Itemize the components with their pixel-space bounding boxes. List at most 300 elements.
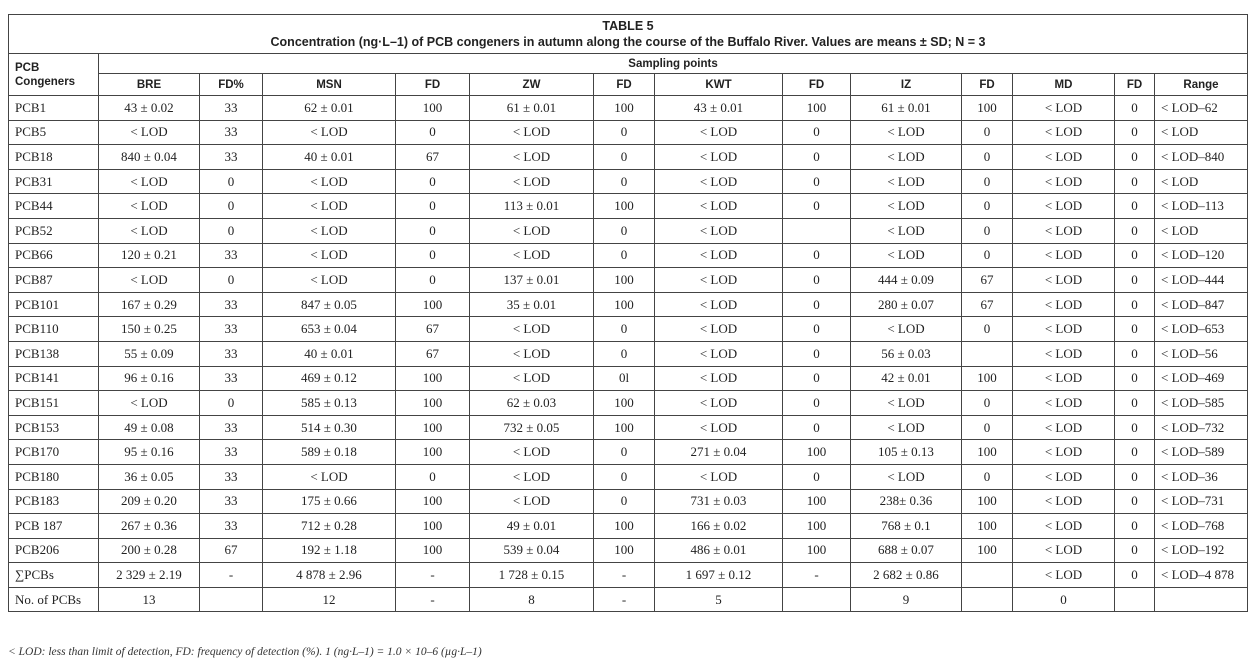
table-cell: < LOD <box>655 391 783 416</box>
table-cell <box>962 563 1013 588</box>
table-cell: 0 <box>396 268 470 293</box>
row-label-cell: PCB110 <box>9 317 99 342</box>
table-cell: 33 <box>200 440 263 465</box>
table-cell: 100 <box>783 96 851 121</box>
column-header: Range <box>1155 74 1248 96</box>
table-cell: < LOD <box>470 169 594 194</box>
table-cell: 0 <box>594 341 655 366</box>
table-cell: < LOD <box>1013 415 1115 440</box>
table-row <box>9 243 1248 268</box>
table-cell: < LOD <box>470 366 594 391</box>
table-cell: < LOD <box>1013 96 1115 121</box>
table-cell: 0 <box>962 169 1013 194</box>
table-cell: < LOD <box>851 218 962 243</box>
table-cell: 200 ± 0.28 <box>99 538 200 563</box>
table-cell: < LOD <box>655 145 783 170</box>
table-cell: 0 <box>1115 169 1155 194</box>
table-cell: 100 <box>396 538 470 563</box>
table-cell: 0 <box>1115 317 1155 342</box>
table-cell: < LOD <box>1013 440 1115 465</box>
table-cell: 444 ± 0.09 <box>851 268 962 293</box>
table-row <box>9 489 1248 514</box>
column-header-row <box>9 74 1248 96</box>
table-cell: 0 <box>594 145 655 170</box>
table-cell: < LOD <box>263 169 396 194</box>
table-cell: < LOD–4 878 <box>1155 563 1248 588</box>
table-cell: < LOD <box>655 292 783 317</box>
table-cell: 0 <box>200 268 263 293</box>
table-cell: < LOD–731 <box>1155 489 1248 514</box>
table-cell: 731 ± 0.03 <box>655 489 783 514</box>
table-cell: 0 <box>200 391 263 416</box>
table-cell: 100 <box>396 514 470 539</box>
pcb-concentration-table <box>8 14 1248 612</box>
table-cell: 100 <box>594 268 655 293</box>
column-header: FD <box>396 74 470 96</box>
table-cell: 238± 0.36 <box>851 489 962 514</box>
table-cell: < LOD <box>1013 292 1115 317</box>
table-cell: < LOD <box>655 415 783 440</box>
table-cell: < LOD <box>470 341 594 366</box>
table-row <box>9 218 1248 243</box>
table-row <box>9 366 1248 391</box>
table-cell: 0 <box>962 391 1013 416</box>
table-cell: < LOD <box>470 145 594 170</box>
table-cell: 100 <box>594 292 655 317</box>
table-cell: < LOD <box>655 366 783 391</box>
table-cell: < LOD–469 <box>1155 366 1248 391</box>
table-cell: 33 <box>200 243 263 268</box>
table-cell: < LOD <box>851 415 962 440</box>
row-label-cell: PCB151 <box>9 391 99 416</box>
table-cell: 0 <box>783 317 851 342</box>
corner-header: PCB Congeners <box>9 54 99 96</box>
table-row <box>9 120 1248 145</box>
table-cell: < LOD <box>1013 489 1115 514</box>
table-cell: 0 <box>783 169 851 194</box>
table-cell: 100 <box>594 96 655 121</box>
table-cell: 0 <box>783 194 851 219</box>
table-cell: < LOD <box>99 169 200 194</box>
table-cell: < LOD <box>263 268 396 293</box>
table-cell: < LOD <box>1013 120 1115 145</box>
table-cell: < LOD–840 <box>1155 145 1248 170</box>
table-cell: < LOD <box>99 268 200 293</box>
table-cell: 0 <box>783 120 851 145</box>
table-cell: 33 <box>200 415 263 440</box>
table-cell: 0 <box>594 120 655 145</box>
table-cell: < LOD–444 <box>1155 268 1248 293</box>
table-row <box>9 391 1248 416</box>
table-cell: 847 ± 0.05 <box>263 292 396 317</box>
table-cell: < LOD <box>470 317 594 342</box>
table-cell: < LOD–113 <box>1155 194 1248 219</box>
table-cell: < LOD <box>655 317 783 342</box>
table-cell: 0 <box>396 194 470 219</box>
table-cell: < LOD–589 <box>1155 440 1248 465</box>
table-cell: 514 ± 0.30 <box>263 415 396 440</box>
table-cell: 33 <box>200 341 263 366</box>
row-label-cell: No. of PCBs <box>9 587 99 612</box>
table-cell: 0 <box>1115 391 1155 416</box>
table-cell: 0 <box>1013 587 1115 612</box>
table-cell: < LOD <box>1013 145 1115 170</box>
table-cell: 100 <box>396 440 470 465</box>
table-cell: 56 ± 0.03 <box>851 341 962 366</box>
table-cell: 62 ± 0.01 <box>263 96 396 121</box>
table-row <box>9 341 1248 366</box>
table-cell: < LOD <box>655 194 783 219</box>
table-cell: - <box>396 587 470 612</box>
table-cell: 33 <box>200 366 263 391</box>
table-cell: 0 <box>783 415 851 440</box>
table-row <box>9 563 1248 588</box>
table-row <box>9 145 1248 170</box>
table-cell: 100 <box>594 514 655 539</box>
table-cell: 33 <box>200 120 263 145</box>
table-cell: 1 728 ± 0.15 <box>470 563 594 588</box>
table-cell: < LOD <box>470 120 594 145</box>
table-cell: < LOD <box>1013 341 1115 366</box>
table-cell: 4 878 ± 2.96 <box>263 563 396 588</box>
table-cell: 100 <box>396 96 470 121</box>
table-cell: 8 <box>470 587 594 612</box>
table-cell: 67 <box>396 317 470 342</box>
table-cell <box>1115 587 1155 612</box>
table-cell: 2 682 ± 0.86 <box>851 563 962 588</box>
table-cell: 100 <box>783 514 851 539</box>
table-cell: 712 ± 0.28 <box>263 514 396 539</box>
table-cell: 105 ± 0.13 <box>851 440 962 465</box>
table-cell: 0 <box>962 145 1013 170</box>
table-cell: 192 ± 1.18 <box>263 538 396 563</box>
table-cell: 33 <box>200 145 263 170</box>
table-cell: < LOD–732 <box>1155 415 1248 440</box>
table-cell: < LOD <box>1013 218 1115 243</box>
table-cell: 36 ± 0.05 <box>99 464 200 489</box>
table-cell: 62 ± 0.03 <box>470 391 594 416</box>
row-label-cell: PCB138 <box>9 341 99 366</box>
table-cell: 0 <box>594 243 655 268</box>
table-cell: 100 <box>783 538 851 563</box>
table-cell: 0 <box>962 218 1013 243</box>
table-cell: < LOD–585 <box>1155 391 1248 416</box>
column-header: IZ <box>851 74 962 96</box>
table-cell: 96 ± 0.16 <box>99 366 200 391</box>
table-cell: 0 <box>594 464 655 489</box>
table-cell: 0 <box>396 464 470 489</box>
row-label-cell: PCB87 <box>9 268 99 293</box>
table-cell: 0 <box>1115 489 1155 514</box>
table-cell: 0 <box>783 243 851 268</box>
table-cell: < LOD <box>263 464 396 489</box>
row-label-cell: PCB206 <box>9 538 99 563</box>
table-cell: < LOD <box>851 317 962 342</box>
table-cell: < LOD <box>1155 169 1248 194</box>
table-cell: 209 ± 0.20 <box>99 489 200 514</box>
column-header: BRE <box>99 74 200 96</box>
table-cell: 2 329 ± 2.19 <box>99 563 200 588</box>
table-cell: 49 ± 0.01 <box>470 514 594 539</box>
table-cell: 67 <box>396 341 470 366</box>
table-cell: 100 <box>962 538 1013 563</box>
table-cell: 175 ± 0.66 <box>263 489 396 514</box>
table-cell: < LOD <box>851 145 962 170</box>
table-title: Concentration (ng·L–1) of PCB congeners in autumn along the course of the Buffalo River. Values are means ± SD; N = 3 <box>270 35 986 49</box>
table-cell: < LOD <box>655 341 783 366</box>
table-cell: 100 <box>594 391 655 416</box>
column-header: MD <box>1013 74 1115 96</box>
column-header: FD <box>594 74 655 96</box>
table-cell: < LOD <box>655 120 783 145</box>
table-cell: < LOD <box>99 194 200 219</box>
table-cell: 0 <box>1115 341 1155 366</box>
table-cell: < LOD–120 <box>1155 243 1248 268</box>
table-cell: < LOD <box>470 218 594 243</box>
table-cell: 100 <box>783 440 851 465</box>
table-cell: 137 ± 0.01 <box>470 268 594 293</box>
table-cell: < LOD <box>851 169 962 194</box>
table-cell: 0 <box>594 218 655 243</box>
table-cell: 100 <box>962 489 1013 514</box>
table-cell: 100 <box>396 489 470 514</box>
table-cell: - <box>783 563 851 588</box>
row-label-cell: PCB153 <box>9 415 99 440</box>
table-cell: 0 <box>1115 243 1155 268</box>
row-label-cell: PCB31 <box>9 169 99 194</box>
table-cell: 167 ± 0.29 <box>99 292 200 317</box>
table-cell <box>962 341 1013 366</box>
table-cell: 0 <box>1115 563 1155 588</box>
table-cell: 100 <box>396 292 470 317</box>
table-cell: 113 ± 0.01 <box>470 194 594 219</box>
table-cell: 33 <box>200 292 263 317</box>
table-cell: 0 <box>200 194 263 219</box>
column-header: FD <box>1115 74 1155 96</box>
row-label-cell: PCB66 <box>9 243 99 268</box>
table-cell: < LOD <box>470 440 594 465</box>
table-cell: 0 <box>1115 415 1155 440</box>
column-header: FD% <box>200 74 263 96</box>
table-row <box>9 292 1248 317</box>
table-cell: 0 <box>1115 514 1155 539</box>
table-cell: < LOD <box>655 243 783 268</box>
table-cell: 100 <box>396 366 470 391</box>
column-header: KWT <box>655 74 783 96</box>
table-cell: < LOD <box>99 391 200 416</box>
table-cell: 49 ± 0.08 <box>99 415 200 440</box>
table-cell: 0 <box>1115 464 1155 489</box>
table-cell: 1 697 ± 0.12 <box>655 563 783 588</box>
table-cell: 0 <box>962 415 1013 440</box>
table-cell: < LOD <box>1013 194 1115 219</box>
row-label-cell: PCB52 <box>9 218 99 243</box>
table-cell: < LOD <box>263 194 396 219</box>
table-cell: 100 <box>962 366 1013 391</box>
table-cell: 0 <box>1115 96 1155 121</box>
table-cell: 35 ± 0.01 <box>470 292 594 317</box>
table-cell: 0 <box>396 218 470 243</box>
row-label-cell: PCB1 <box>9 96 99 121</box>
table-container <box>8 14 1235 612</box>
table-cell: - <box>396 563 470 588</box>
table-cell: 486 ± 0.01 <box>655 538 783 563</box>
table-cell: 271 ± 0.04 <box>655 440 783 465</box>
table-cell: 0l <box>594 366 655 391</box>
table-cell: 0 <box>594 489 655 514</box>
table-cell: 33 <box>200 514 263 539</box>
table-cell: < LOD <box>1013 243 1115 268</box>
table-cell: < LOD–192 <box>1155 538 1248 563</box>
table-cell: < LOD <box>99 218 200 243</box>
table-row <box>9 440 1248 465</box>
table-cell: 42 ± 0.01 <box>851 366 962 391</box>
table-cell: 100 <box>962 440 1013 465</box>
table-cell: 100 <box>783 489 851 514</box>
row-label-cell: PCB141 <box>9 366 99 391</box>
table-cell: 768 ± 0.1 <box>851 514 962 539</box>
table-cell: 0 <box>783 366 851 391</box>
table-cell: < LOD <box>1013 366 1115 391</box>
table-cell: < LOD <box>655 464 783 489</box>
table-cell: < LOD <box>655 169 783 194</box>
table-cell: 0 <box>962 464 1013 489</box>
row-label-cell: PCB183 <box>9 489 99 514</box>
column-header: MSN <box>263 74 396 96</box>
table-row <box>9 538 1248 563</box>
table-cell: 0 <box>783 341 851 366</box>
table-cell: < LOD <box>851 391 962 416</box>
table-cell: < LOD <box>263 120 396 145</box>
table-cell: 67 <box>396 145 470 170</box>
table-cell: < LOD <box>470 243 594 268</box>
table-cell: 0 <box>962 194 1013 219</box>
table-cell: 539 ± 0.04 <box>470 538 594 563</box>
table-cell: < LOD <box>1013 391 1115 416</box>
table-cell: 0 <box>1115 194 1155 219</box>
table-cell: 61 ± 0.01 <box>470 96 594 121</box>
table-cell <box>962 587 1013 612</box>
table-cell: 0 <box>396 169 470 194</box>
table-cell: < LOD <box>99 120 200 145</box>
table-cell: < LOD <box>851 120 962 145</box>
table-cell: < LOD <box>655 218 783 243</box>
table-caption <box>9 15 1248 54</box>
table-cell: < LOD–653 <box>1155 317 1248 342</box>
table-cell: < LOD <box>1013 563 1115 588</box>
table-cell: 0 <box>783 391 851 416</box>
table-cell: < LOD <box>1013 169 1115 194</box>
table-cell: 0 <box>783 464 851 489</box>
row-label-cell: PCB5 <box>9 120 99 145</box>
table-cell: < LOD <box>851 464 962 489</box>
table-cell: 100 <box>594 538 655 563</box>
table-body <box>9 96 1248 612</box>
table-cell: - <box>594 587 655 612</box>
table-cell: 0 <box>783 292 851 317</box>
table-cell: 0 <box>962 243 1013 268</box>
table-cell <box>1155 587 1248 612</box>
table-label: TABLE 5 <box>602 19 654 33</box>
table-cell: < LOD <box>263 243 396 268</box>
table-cell: 589 ± 0.18 <box>263 440 396 465</box>
group-header: Sampling points <box>99 54 1248 74</box>
table-cell: 732 ± 0.05 <box>470 415 594 440</box>
table-row <box>9 587 1248 612</box>
row-label-cell: PCB101 <box>9 292 99 317</box>
table-cell: < LOD <box>851 194 962 219</box>
table-cell: 0 <box>1115 292 1155 317</box>
table-cell: 100 <box>396 391 470 416</box>
table-cell: 33 <box>200 317 263 342</box>
table-row <box>9 317 1248 342</box>
table-row <box>9 169 1248 194</box>
table-cell: < LOD–847 <box>1155 292 1248 317</box>
table-footnote: < LOD: less than limit of detection, FD: frequency of detection (%). 1 (ng·L–1) = 1.0 × 10–6 (µg·L–1) <box>8 646 482 658</box>
table-cell: 13 <box>99 587 200 612</box>
table-cell: 267 ± 0.36 <box>99 514 200 539</box>
table-row <box>9 464 1248 489</box>
table-cell: 67 <box>962 292 1013 317</box>
table-cell: 100 <box>962 96 1013 121</box>
table-cell <box>200 587 263 612</box>
table-row <box>9 268 1248 293</box>
table-cell: 585 ± 0.13 <box>263 391 396 416</box>
table-cell: < LOD <box>1013 538 1115 563</box>
table-cell: 688 ± 0.07 <box>851 538 962 563</box>
table-cell: 0 <box>783 268 851 293</box>
table-cell: 166 ± 0.02 <box>655 514 783 539</box>
table-cell: 33 <box>200 96 263 121</box>
table-cell: 0 <box>396 243 470 268</box>
table-cell: 43 ± 0.01 <box>655 96 783 121</box>
table-cell: 0 <box>200 218 263 243</box>
table-cell: 33 <box>200 464 263 489</box>
table-cell: 55 ± 0.09 <box>99 341 200 366</box>
table-cell: 840 ± 0.04 <box>99 145 200 170</box>
table-cell: 40 ± 0.01 <box>263 341 396 366</box>
table-cell: < LOD <box>1013 514 1115 539</box>
table-cell: 67 <box>200 538 263 563</box>
row-label-cell: PCB 187 <box>9 514 99 539</box>
table-row <box>9 514 1248 539</box>
table-cell: 0 <box>1115 538 1155 563</box>
table-cell: 0 <box>594 169 655 194</box>
table-cell: 0 <box>594 440 655 465</box>
table-cell: 61 ± 0.01 <box>851 96 962 121</box>
table-cell: < LOD <box>263 218 396 243</box>
row-label-cell: PCB18 <box>9 145 99 170</box>
table-row <box>9 96 1248 121</box>
table-cell: 0 <box>396 120 470 145</box>
table-cell: 0 <box>200 169 263 194</box>
table-cell: 0 <box>1115 268 1155 293</box>
table-cell: 33 <box>200 489 263 514</box>
table-cell: 0 <box>1115 120 1155 145</box>
table-cell: 0 <box>962 120 1013 145</box>
table-cell: < LOD–36 <box>1155 464 1248 489</box>
table-cell: 0 <box>1115 218 1155 243</box>
table-cell <box>783 218 851 243</box>
table-cell: 0 <box>783 145 851 170</box>
table-cell: < LOD <box>470 489 594 514</box>
table-cell: < LOD <box>655 268 783 293</box>
table-cell: 0 <box>594 317 655 342</box>
table-cell: < LOD–62 <box>1155 96 1248 121</box>
table-cell: 469 ± 0.12 <box>263 366 396 391</box>
table-cell: < LOD–56 <box>1155 341 1248 366</box>
row-label-cell: PCB170 <box>9 440 99 465</box>
